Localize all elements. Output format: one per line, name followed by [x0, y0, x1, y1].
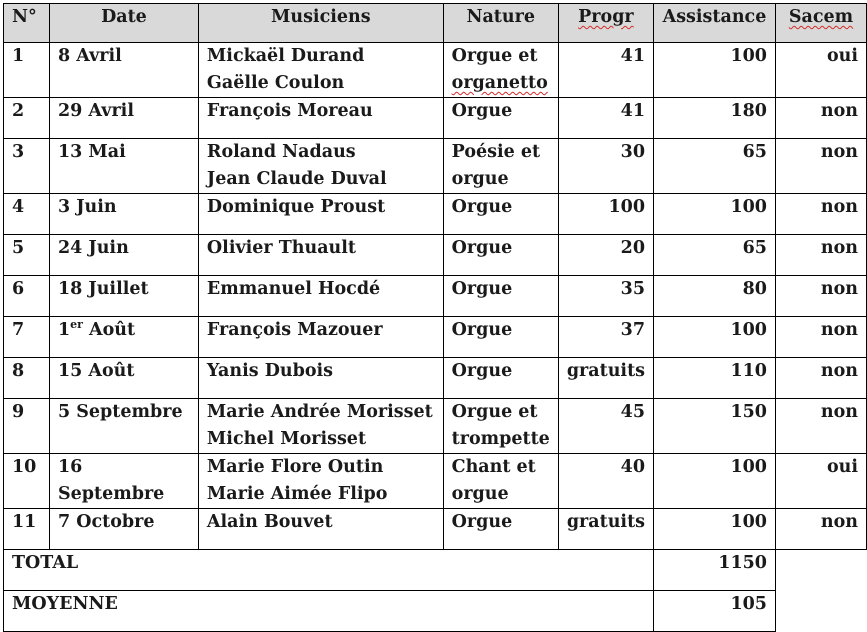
nature-line: orgue: [451, 484, 509, 504]
cell-nature: [443, 139, 558, 194]
cell-nature: Orgue: [443, 276, 558, 317]
cell-assistance: 65: [654, 139, 776, 194]
header-sacem: [775, 4, 866, 43]
cell-sacem: oui: [775, 43, 866, 98]
cell-progr: 40: [558, 454, 653, 509]
cell-sacem: non: [775, 98, 866, 139]
cell-sacem: non: [775, 276, 866, 317]
musician-name: Jean Claude Duval: [206, 169, 387, 189]
cell-sacem: non: [775, 358, 866, 399]
cell-progr: gratuits: [558, 358, 653, 399]
header-progr-label: Progr: [578, 7, 634, 27]
cell-musiciens: [198, 43, 443, 98]
date-month: Août: [82, 320, 136, 340]
cell-sacem: non: [775, 509, 866, 550]
header-row: [4, 4, 867, 43]
cell-assistance: 150: [654, 399, 776, 454]
musician-name: Marie Flore Outin: [206, 457, 384, 477]
moyenne-value: 105: [654, 591, 776, 632]
musician-name: Dominique Proust: [206, 197, 386, 217]
cell-musiciens: [198, 139, 443, 194]
cell-musiciens: [198, 276, 443, 317]
musician-name-text: Mickaël Durand: [206, 46, 365, 66]
nature-line: Orgue et: [451, 46, 538, 66]
musician-name: [207, 43, 435, 70]
nature-line: Orgue et: [451, 402, 538, 422]
cell-nature: Orgue: [443, 98, 558, 139]
cell-no: 3: [4, 139, 50, 194]
musician-name: François Moreau: [206, 101, 373, 121]
table-row: [4, 235, 867, 276]
musician-name: Emmanuel Hocdé: [206, 279, 381, 299]
cell-musiciens: [198, 98, 443, 139]
cell-progr: 100: [558, 194, 653, 235]
cell-musiciens: [198, 399, 443, 454]
cell-nature: Orgue: [443, 235, 558, 276]
table-row: [4, 399, 867, 454]
cell-no: 6: [4, 276, 50, 317]
cell-progr: 41: [558, 98, 653, 139]
musician-name: Yanis Dubois: [206, 361, 334, 381]
cell-progr: 45: [558, 399, 653, 454]
cell-assistance: 100: [654, 194, 776, 235]
total-value: 1150: [654, 550, 776, 591]
empty-cell: [775, 550, 866, 591]
cell-assistance: 180: [654, 98, 776, 139]
cell-no: 1: [4, 43, 50, 98]
table-row: [4, 454, 867, 509]
cell-assistance: 80: [654, 276, 776, 317]
table-row: [4, 509, 867, 550]
cell-nature: Orgue: [443, 317, 558, 358]
cell-musiciens: [198, 194, 443, 235]
cell-no: 10: [4, 454, 50, 509]
musician-name: Marie Andrée Morisset: [206, 402, 433, 422]
cell-sacem: oui: [775, 454, 866, 509]
cell-date: 18 Juillet: [49, 276, 198, 317]
nature-line: orgue: [451, 169, 509, 189]
cell-progr: 37: [558, 317, 653, 358]
cell-date: 7 Octobre: [49, 509, 198, 550]
musician-name: François Mazouer: [206, 320, 383, 340]
total-label: TOTAL: [4, 550, 654, 591]
table-row: [4, 317, 867, 358]
cell-progr: 41: [558, 43, 653, 98]
cell-date: 13 Mai: [49, 139, 198, 194]
cell-date: 24 Juin: [49, 235, 198, 276]
cell-musiciens: [198, 454, 443, 509]
cell-date: 16 Septembre: [49, 454, 198, 509]
header-progr: [558, 4, 653, 43]
cell-nature: [443, 454, 558, 509]
cell-musiciens: [198, 358, 443, 399]
date-day: 1: [57, 320, 71, 340]
table-row: [4, 358, 867, 399]
cell-sacem: non: [775, 194, 866, 235]
cell-assistance: 65: [654, 235, 776, 276]
cell-sacem: non: [775, 139, 866, 194]
cell-sacem: non: [775, 235, 866, 276]
cell-date: 29 Avril: [49, 98, 198, 139]
cell-assistance: 110: [654, 358, 776, 399]
concert-table: [3, 3, 867, 632]
empty-cell: [775, 591, 866, 632]
cell-progr: 30: [558, 139, 653, 194]
musician-name: Roland Nadaus: [206, 142, 356, 162]
musician-name: [207, 70, 435, 97]
cell-nature: Orgue: [443, 358, 558, 399]
cell-assistance: 100: [654, 509, 776, 550]
cell-no: 4: [4, 194, 50, 235]
musician-name-text: Gaëlle Coulon: [206, 73, 345, 93]
header-nature: Nature: [443, 4, 558, 43]
concert-table-wrapper: [3, 3, 867, 632]
nature-line: Chant et: [451, 457, 536, 477]
cell-musiciens: [198, 317, 443, 358]
cell-no: 8: [4, 358, 50, 399]
header-assistance: Assistance: [654, 4, 776, 43]
header-sacem-label: Sacem: [788, 7, 854, 27]
total-row: [4, 550, 867, 591]
header-no: N°: [4, 4, 50, 43]
musician-name: Michel Morisset: [206, 429, 367, 449]
cell-progr: 20: [558, 235, 653, 276]
cell-date: 3 Juin: [49, 194, 198, 235]
cell-musiciens: [198, 235, 443, 276]
table-row: [4, 194, 867, 235]
cell-no: 9: [4, 399, 50, 454]
nature-line: Poésie et: [451, 142, 541, 162]
table-row: [4, 98, 867, 139]
cell-sacem: non: [775, 317, 866, 358]
nature-line: trompette: [451, 429, 550, 449]
cell-no: 11: [4, 509, 50, 550]
cell-progr: 35: [558, 276, 653, 317]
cell-no: 5: [4, 235, 50, 276]
cell-date: 5 Septembre: [49, 399, 198, 454]
cell-no: 7: [4, 317, 50, 358]
cell-nature: [443, 399, 558, 454]
moyenne-row: [4, 591, 867, 632]
table-row: [4, 139, 867, 194]
cell-nature: Orgue: [443, 509, 558, 550]
header-musiciens: Musiciens: [198, 4, 443, 43]
cell-date: 8 Avril: [49, 43, 198, 98]
header-date: Date: [49, 4, 198, 43]
cell-no: 2: [4, 98, 50, 139]
cell-date: [49, 317, 198, 358]
musician-name: Olivier Thuault: [206, 238, 356, 258]
musician-name: Marie Aimée Flipo: [206, 484, 388, 504]
nature-line: organetto: [451, 73, 548, 93]
cell-nature: Orgue: [443, 194, 558, 235]
table-row: [4, 276, 867, 317]
moyenne-label: MOYENNE: [4, 591, 654, 632]
cell-musiciens: [198, 509, 443, 550]
cell-assistance: 100: [654, 454, 776, 509]
table-row: [4, 43, 867, 98]
cell-date: 15 Août: [49, 358, 198, 399]
cell-progr: gratuits: [558, 509, 653, 550]
cell-sacem: non: [775, 399, 866, 454]
musician-name: Alain Bouvet: [206, 512, 333, 532]
cell-assistance: 100: [654, 43, 776, 98]
date-ordinal: er: [70, 318, 83, 332]
cell-assistance: 100: [654, 317, 776, 358]
cell-nature: [443, 43, 558, 98]
